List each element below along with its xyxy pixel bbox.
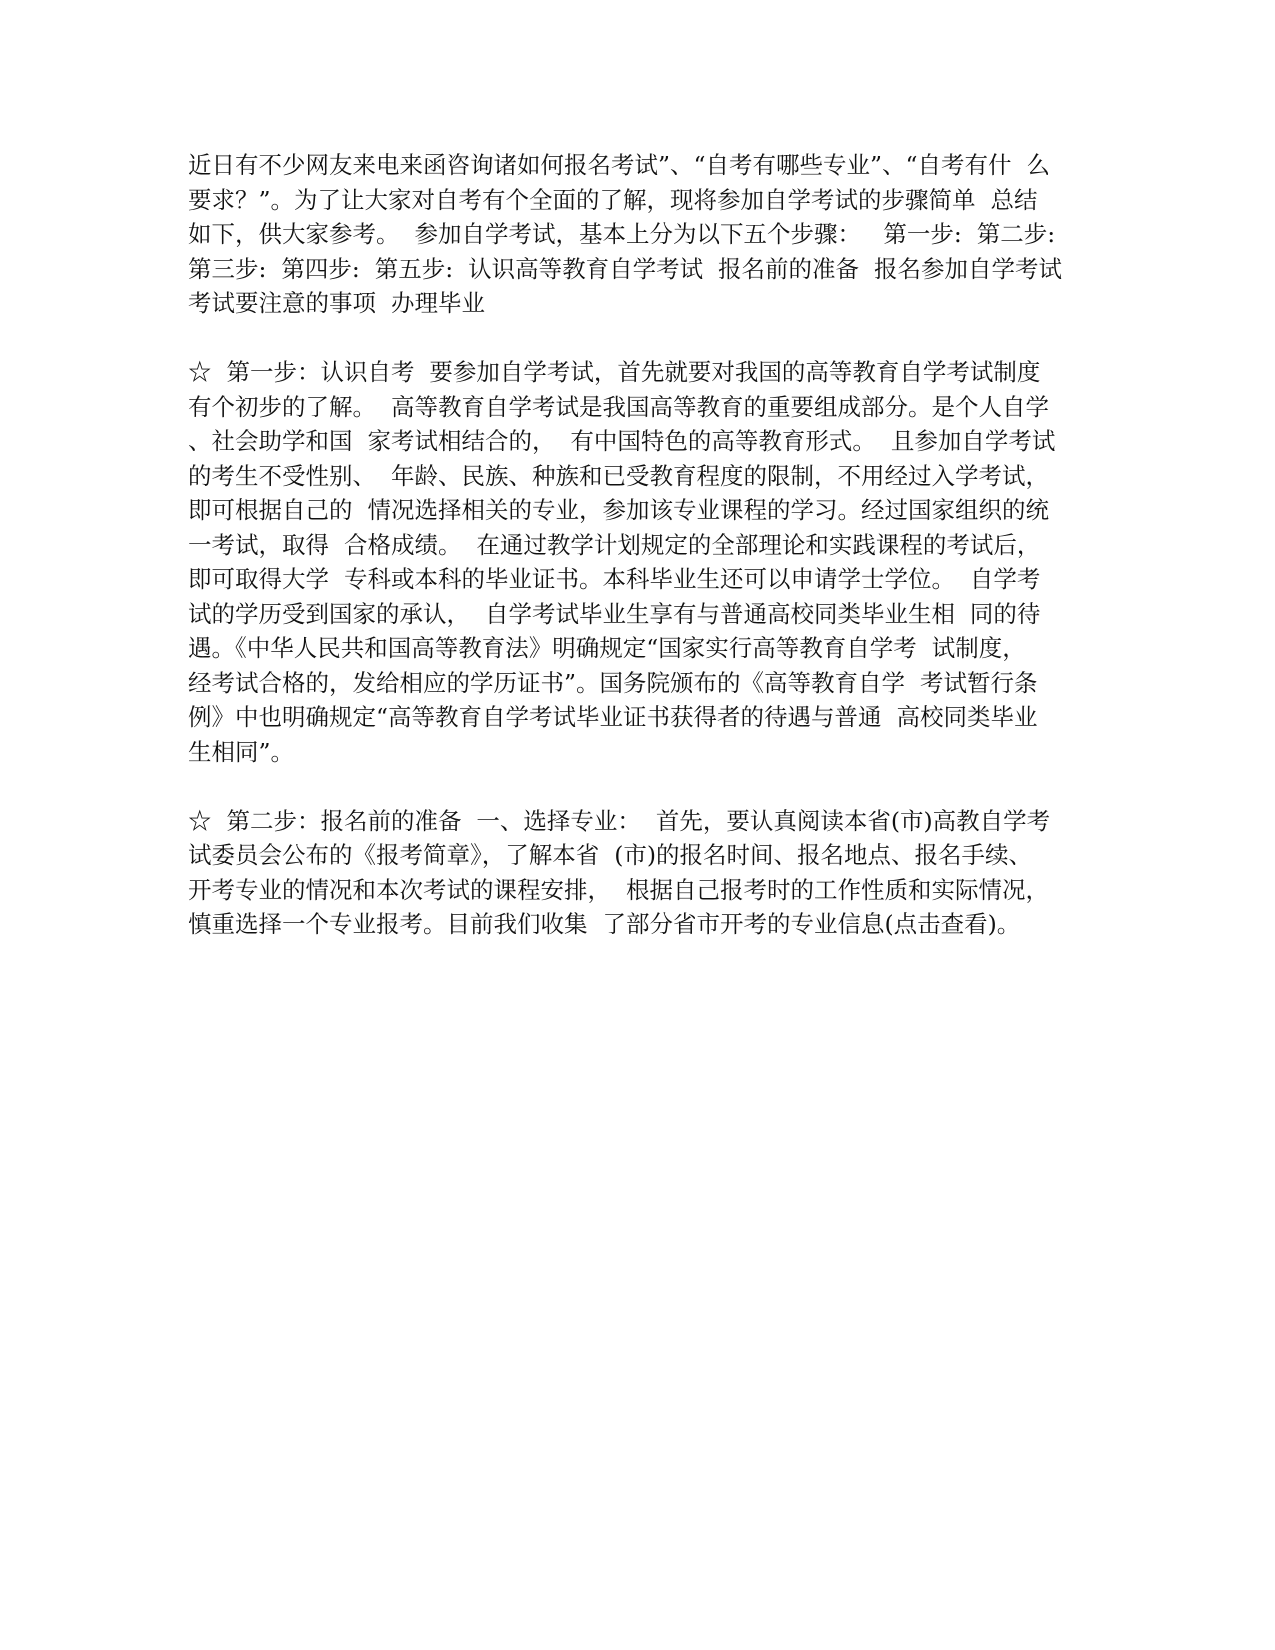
text-line: 一考试，取得 合格成绩。 在通过教学计划规定的全部理论和实践课程的考试后，	[188, 530, 1041, 559]
text-line: 开考专业的情况和本次考试的课程安排， 根据自己报考时的工作性质和实际情况，	[188, 875, 1049, 904]
text-line: 生相同”。	[188, 737, 295, 766]
text-line: 即可根据自己的 情况选择相关的专业，参加该专业课程的学习。经过国家组织的统	[188, 496, 1049, 524]
text-line: 遇。《中华人民共和国高等教育法》明确规定“国家实行高等教育自学考 试制度，	[188, 634, 1026, 662]
text-line: 试的学历受到国家的承认， 自学考试毕业生享有与普通高校同类毕业生相 同的待	[188, 599, 1041, 628]
step-one-paragraph	[188, 355, 1098, 769]
text-line: 要求？”。为了让大家对自考有个全面的了解，现将参加自学考试的步骤简单 总结	[188, 185, 1038, 214]
text-line: 的考生不受性别、 年龄、民族、种族和已受教育程度的限制，不用经过入学考试，	[188, 461, 1049, 490]
text-line: ☆ 第二步：报名前的准备 一、选择专业： 首先，要认真阅读本省(市)高教自学考	[188, 806, 1051, 835]
text-line: 如下，供大家参考。 参加自学考试，基本上分为以下五个步骤： 第一步: 第二步:	[188, 220, 1056, 248]
text-line: ☆ 第一步：认识自考 要参加自学考试，首先就要对我国的高等教育自学考试制度	[188, 358, 1041, 386]
text-line: 、社会助学和国 家考试相结合的， 有中国特色的高等教育形式。 且参加自学考试	[188, 427, 1056, 455]
text-line: 第三步: 第四步: 第五步: 认识高等教育自学考试 报名前的准备 报名参加自学考试	[188, 254, 1062, 283]
text-line: 有个初步的了解。 高等教育自学考试是我国高等教育的重要组成部分。是个人自学	[188, 392, 1049, 421]
text-line: 试委员会公布的《报考简章》，了解本省 (市)的报名时间、报名地点、报名手续、	[188, 841, 1033, 869]
text-line: 近日有不少网友来电来函咨询诸如何报名考试”、“自考有哪些专业”、“自考有什 么	[188, 151, 1050, 179]
step-two-paragraph	[188, 804, 1098, 942]
intro-paragraph	[188, 148, 1098, 321]
document-body	[188, 148, 1098, 942]
text-line: 经考试合格的，发给相应的学历证书”。国务院颁布的《高等教育自学 考试暂行条	[188, 668, 1038, 697]
text-line: 即可取得大学 专科或本科的毕业证书。本科毕业生还可以申请学士学位。 自学考	[188, 565, 1041, 593]
text-line: 慎重选择一个专业报考。目前我们收集 了部分省市开考的专业信息(点击查看)。	[188, 910, 1021, 938]
text-line: 考试要注意的事项 办理毕业	[188, 289, 485, 317]
text-line: 例》中也明确规定“高等教育自学考试毕业证书获得者的待遇与普通 高校同类毕业	[188, 703, 1038, 731]
